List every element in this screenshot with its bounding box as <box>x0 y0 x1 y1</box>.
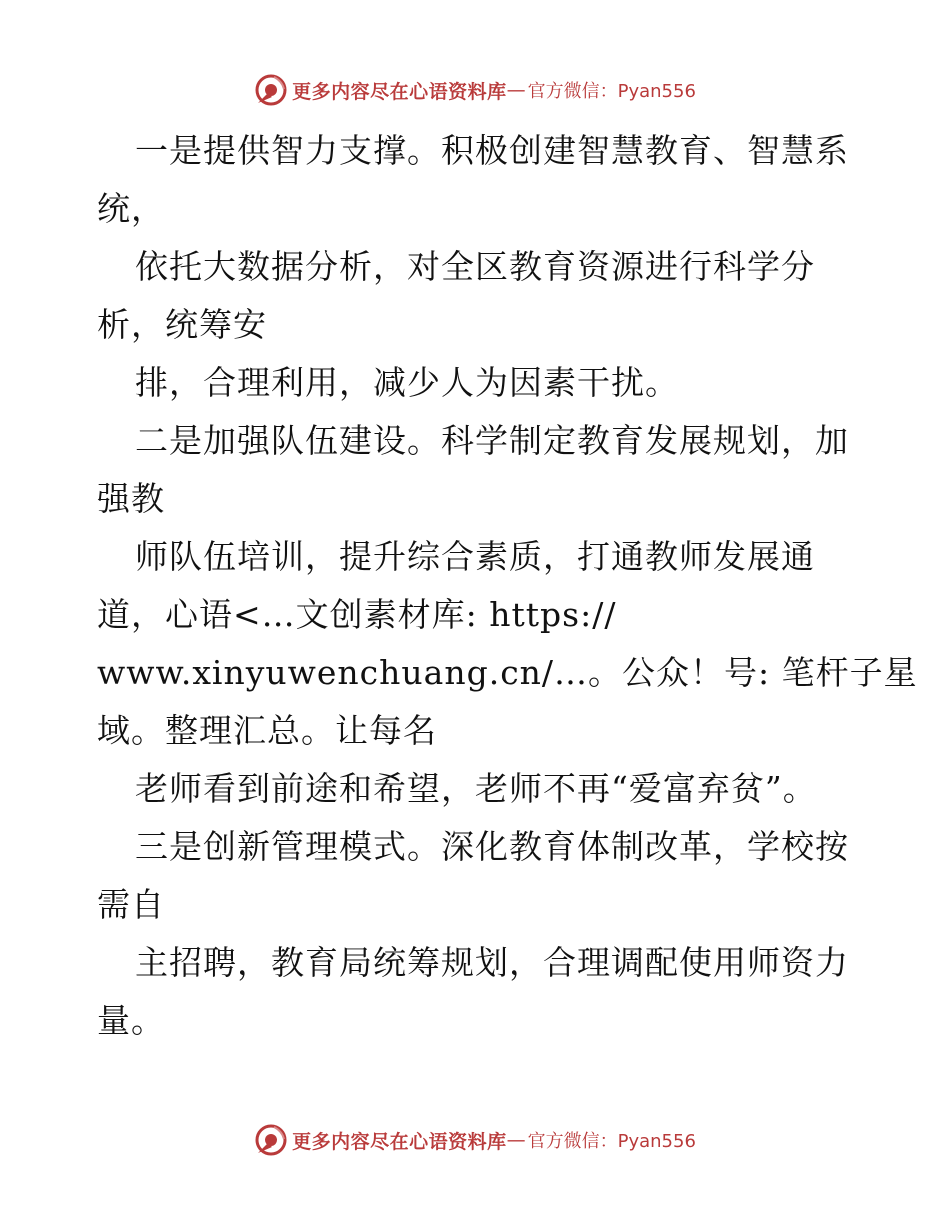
text-line: 老师看到前途和希望，老师不再“爱富弃贫”。 <box>135 769 817 808</box>
text-line: 统， <box>97 189 165 228</box>
text-line: 量。 <box>97 1001 165 1040</box>
text-line: 一是提供智力支撑。积极创建智慧教育、智慧系 <box>135 131 849 170</box>
text-line: 需自 <box>97 885 165 924</box>
text-line: 析，统筹安 <box>97 305 267 344</box>
text-line: www.xinyuwenchuang.cn/…。公众！号: 笔杆子星 <box>97 653 918 692</box>
banner-wechat-text: 官方微信：Pyan556 <box>527 81 696 102</box>
text-line: 三是创新管理模式。深化教育体制改革，学校按 <box>135 827 849 866</box>
text-line: 主招聘，教育局统筹规划，合理调配使用师资力 <box>135 943 849 982</box>
header-banner <box>0 70 950 110</box>
text-line: 强教 <box>97 479 165 518</box>
text-line: 依托大数据分析，对全区教育资源进行科学分 <box>135 247 815 286</box>
banner-wechat-text: 官方微信：Pyan556 <box>527 1131 696 1152</box>
banner-separator: — <box>506 79 526 101</box>
banner-main-text: 更多内容尽在心语资料库 <box>292 80 507 103</box>
banner-main-text: 更多内容尽在心语资料库 <box>292 1130 507 1153</box>
text-line: 域。整理汇总。让每名 <box>97 711 437 750</box>
text-line: 二是加强队伍建设。科学制定教育发展规划，加 <box>135 421 849 460</box>
document-body <box>97 122 918 1050</box>
text-line: 排，合理利用，减少人为因素干扰。 <box>135 363 679 402</box>
pen-logo-icon <box>254 73 288 107</box>
text-line: 师队伍培训，提升综合素质，打通教师发展通 <box>135 537 815 576</box>
banner-separator: — <box>506 1129 526 1151</box>
text-line: 道，心语<…文创素材库: https:// <box>97 595 617 634</box>
pen-logo-icon <box>254 1123 288 1157</box>
footer-banner <box>0 1120 950 1160</box>
